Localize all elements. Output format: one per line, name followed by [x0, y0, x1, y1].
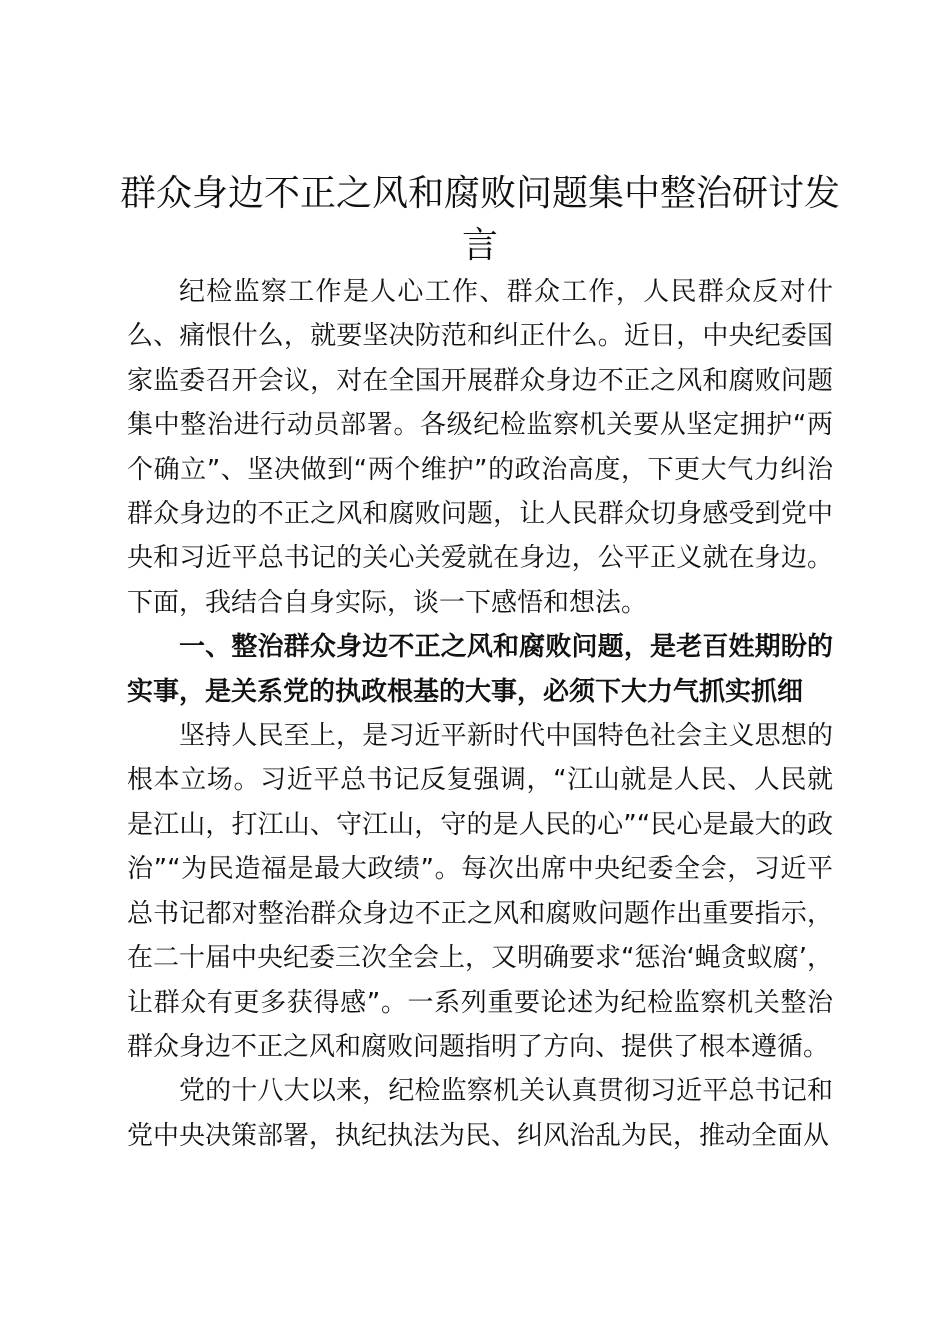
document-title: 群众身边不正之风和腐败问题集中整治研讨发言: [120, 173, 841, 266]
body-paragraph: 坚持人民至上，是习近平新时代中国特色社会主义思想的根本立场。习近平总书记反复强调，“江山就是人民、人民就是江山，打江山、守江山，守的是人民的心”“民心是最大的政治”“为民造福是最大政绩”。每次出席中央纪委全会，习近平总书记都对整治群众身边不正之风和腐败问题作出重要指示，在二十届中央纪委三次全会上，又明确要求“惩治‘蝇贪蚁腐’，让群众有更多获得感”。一系列重要论述为纪检监察机关整治群众身边不正之风和腐败问题指明了方向、提供了根本遵循。: [127, 721, 833, 1062]
intro-paragraph: 纪检监察工作是人心工作、群众工作，人民群众反对什么、痛恨什么，就要坚决防范和纠正什么。近日，中央纪委国家监委召开会议，对在全国开展群众身边不正之风和腐败问题集中整治进行动员部署。各级纪检监察机关要从坚定拥护“两个确立”、坚决做到“两个维护”的政治高度，下更大气力纠治群众身边的不正之风和腐败问题，让人民群众切身感受到党中央和习近平总书记的关心关爱就在身边，公平正义就在身边。下面，我结合自身实际，谈一下感悟和想法。: [127, 277, 833, 618]
document-body: [127, 270, 833, 1158]
section-heading-1: 一、整治群众身边不正之风和腐败问题，是老百姓期盼的实事，是关系党的执政根基的大事，必须下大力气抓实抓细: [127, 632, 833, 707]
body-paragraph: 党的十八大以来，纪检监察机关认真贯彻习近平总书记和党中央决策部署，执纪执法为民、纠风治乱为民，推动全面从: [127, 1076, 833, 1151]
